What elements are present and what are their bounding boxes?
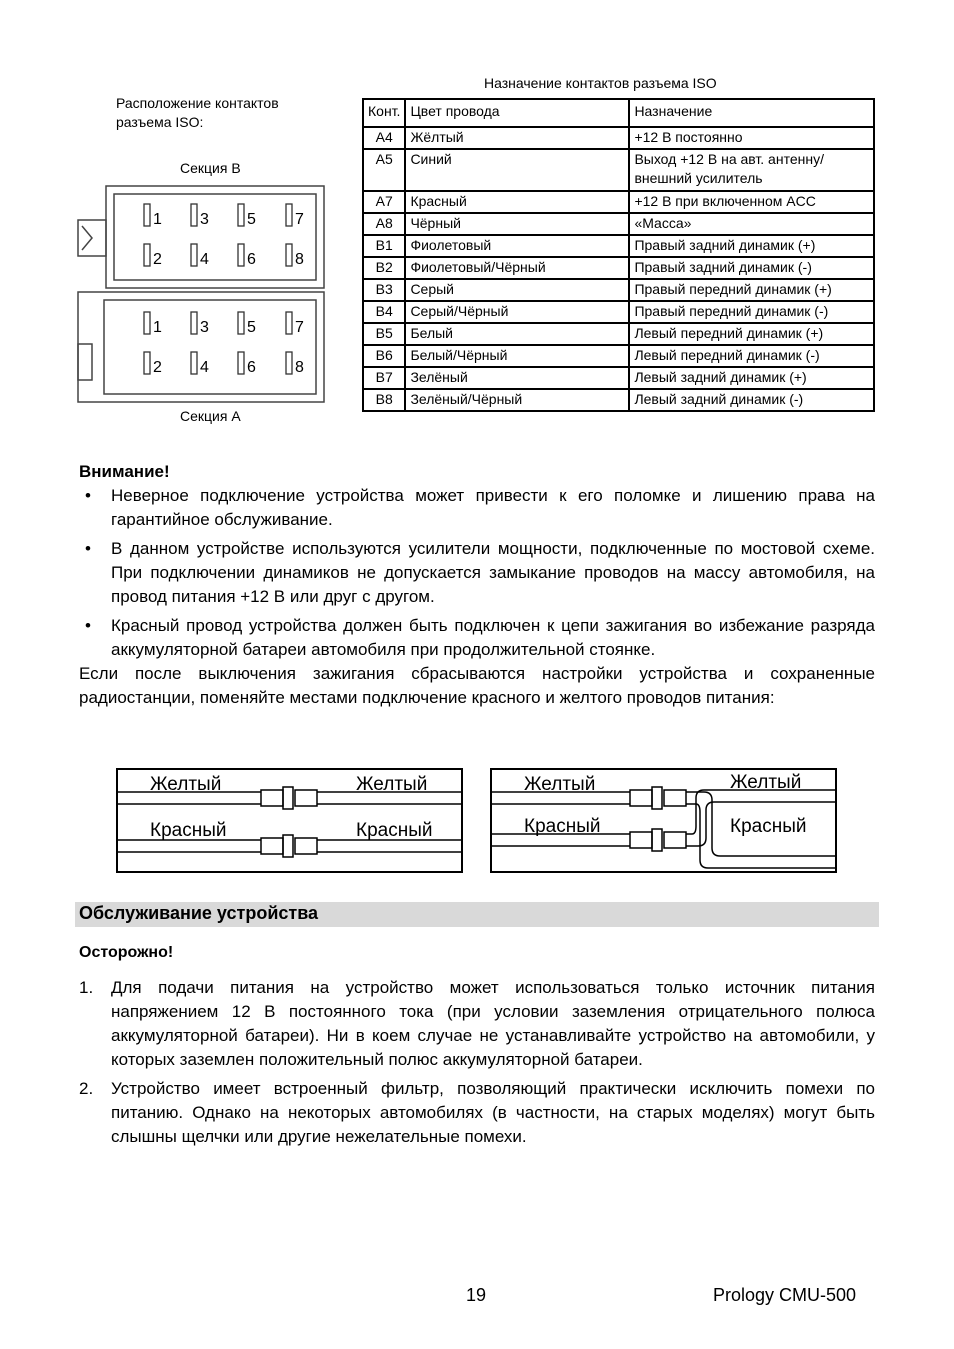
connector-pin xyxy=(144,352,150,374)
pin-cell: B1 xyxy=(363,235,405,257)
pin-number: 2 xyxy=(153,359,162,376)
iso-connector-diagram xyxy=(76,182,328,404)
table-row xyxy=(363,149,874,191)
list-item: • Неверное подключение устройства может привести к его поломке и лишению права на гарантийное обслуживание. xyxy=(85,486,875,529)
wire-color-cell: Чёрный xyxy=(405,213,629,235)
purpose-cell: Левый передний динамик (+) xyxy=(629,323,874,345)
table-header-row xyxy=(363,99,874,127)
wire-color-cell: Серый/Чёрный xyxy=(405,301,629,323)
connector-pin xyxy=(238,312,244,334)
table-row xyxy=(363,301,874,323)
list-item: 2. Устройство имеет встроенный фильтр, позволяющий практически исключить помехи по питанию. Однако на некоторых автомобилях (в частности, на старых моделях) могут быть слышны щелчки или другие нежелательные помехи. xyxy=(79,1079,875,1146)
wiring-diagram-standard xyxy=(116,768,464,874)
purpose-cell: Правый передний динамик (+) xyxy=(629,279,874,301)
swap-wires-paragraph: Если после выключения зажигания сбрасываются настройки устройства и сохраненные радиостанции, поменяйте местами подключение красного и желтого проводов питания: xyxy=(79,664,875,707)
pin-number: 4 xyxy=(200,359,209,376)
maintenance-section-bar xyxy=(75,902,879,927)
pin-cell: B4 xyxy=(363,301,405,323)
yellow-label-left: Желтый xyxy=(524,774,596,795)
red-label-left: Красный xyxy=(524,816,601,837)
connector-pin xyxy=(191,312,197,334)
pin-number: 8 xyxy=(295,359,304,376)
pin-cell: A8 xyxy=(363,213,405,235)
col-header-pin: Конт. xyxy=(363,99,405,127)
table-row xyxy=(363,213,874,235)
table-row xyxy=(363,345,874,367)
pin-cell: B6 xyxy=(363,345,405,367)
pin-number: 6 xyxy=(247,251,256,268)
purpose-cell: Правый задний динамик (-) xyxy=(629,257,874,279)
maintenance-heading: Обслуживание устройства xyxy=(79,903,319,923)
purpose-cell: +12 В постоянно xyxy=(629,127,874,149)
table-row xyxy=(363,235,874,257)
pin-number: 8 xyxy=(295,251,304,268)
purpose-cell: «Масса» xyxy=(629,213,874,235)
attention-list xyxy=(79,484,875,662)
caution-heading: Осторожно! xyxy=(79,944,174,961)
yellow-label-right: Желтый xyxy=(730,772,802,793)
purpose-cell: +12 В при включенном ACC xyxy=(629,191,874,213)
col-header-color: Цвет провода xyxy=(405,99,629,127)
red-label-right: Красный xyxy=(356,820,433,841)
pin-number: 7 xyxy=(295,319,304,336)
wire-color-cell: Белый xyxy=(405,323,629,345)
section-a-label: Секция A xyxy=(180,408,241,424)
pin-number: 2 xyxy=(153,251,162,268)
connector-pin xyxy=(238,352,244,374)
pin-number: 1 xyxy=(153,319,162,336)
section-b-label: Секция B xyxy=(180,160,241,176)
connector-pin xyxy=(238,204,244,226)
pin-cell: B2 xyxy=(363,257,405,279)
purpose-cell: Правый задний динамик (+) xyxy=(629,235,874,257)
pin-cell: B3 xyxy=(363,279,405,301)
maintenance-list xyxy=(79,976,875,1149)
table-row xyxy=(363,191,874,213)
red-label-right: Красный xyxy=(730,816,807,837)
connector-pin xyxy=(286,244,292,266)
wire-color-cell: Белый/Чёрный xyxy=(405,345,629,367)
pin-number: 1 xyxy=(153,211,162,228)
wire-color-cell: Серый xyxy=(405,279,629,301)
pin-cell: B5 xyxy=(363,323,405,345)
purpose-cell: Правый передний динамик (-) xyxy=(629,301,874,323)
purpose-cell: Выход +12 В на авт. антенну/ внешний усилитель xyxy=(629,149,874,191)
iso-table-title: Назначение контактов разъема ISO xyxy=(484,75,717,91)
wire-color-cell: Жёлтый xyxy=(405,127,629,149)
connector-pin xyxy=(144,204,150,226)
pin-cell: B7 xyxy=(363,367,405,389)
wiring-diagram-swapped xyxy=(490,768,838,874)
table-row xyxy=(363,127,874,149)
table-row xyxy=(363,279,874,301)
maintenance-list-block xyxy=(79,976,875,1154)
connector-pin xyxy=(286,352,292,374)
purpose-cell: Левый передний динамик (-) xyxy=(629,345,874,367)
connector-pin xyxy=(286,312,292,334)
list-item: 1. Для подачи питания на устройство может использоваться только источник питания напряжением 12 В постоянного тока (при условии заземления отрицательного полюса аккумуляторной батареи). Ни в коем случае не устанавливайте устройство на автомобили, у которых заземлен положительный полюс аккумуляторной батареи. xyxy=(79,978,875,1069)
table-row xyxy=(363,323,874,345)
page-number: 19 xyxy=(466,1285,487,1305)
list-item: • В данном устройстве используются усилители мощности, подключенные по мостовой схеме. При подключении динамиков не допускается замыкание проводов на массу автомобиля, на провод питания +12 В или друг с другом. xyxy=(85,539,875,606)
wire-color-cell: Фиолетовый/Чёрный xyxy=(405,257,629,279)
connector-pin xyxy=(191,352,197,374)
connector-pin xyxy=(144,312,150,334)
pin-number: 5 xyxy=(247,211,256,228)
attention-block xyxy=(79,460,875,710)
table-row xyxy=(363,257,874,279)
iso-pin-table xyxy=(362,98,875,412)
list-item: • Красный провод устройства должен быть подключен к цепи зажигания во избежание разряда аккумуляторной батареи автомобиля при продолжительной стоянке. xyxy=(85,616,875,659)
attention-heading: Внимание! xyxy=(79,462,170,481)
connector-pin xyxy=(286,204,292,226)
pin-cell: A5 xyxy=(363,149,405,191)
connector-pin xyxy=(191,204,197,226)
col-header-purpose: Назначение xyxy=(629,99,874,127)
pin-cell: A4 xyxy=(363,127,405,149)
model-name: Prology CMU-500 xyxy=(713,1285,857,1305)
connector-layout-title: Расположение контактов разъема ISO: xyxy=(116,95,279,130)
purpose-cell: Левый задний динамик (+) xyxy=(629,367,874,389)
pin-number: 6 xyxy=(247,359,256,376)
pin-number: 3 xyxy=(200,211,209,228)
pin-number: 4 xyxy=(200,251,209,268)
table-row xyxy=(363,367,874,389)
pin-cell: B8 xyxy=(363,389,405,411)
pin-number: 5 xyxy=(247,319,256,336)
yellow-label-right: Желтый xyxy=(356,774,428,795)
wire-color-cell: Синий xyxy=(405,149,629,191)
pin-number: 7 xyxy=(295,211,304,228)
pin-cell: A7 xyxy=(363,191,405,213)
pin-number: 3 xyxy=(200,319,209,336)
wire-color-cell: Зелёный xyxy=(405,367,629,389)
connector-pin xyxy=(144,244,150,266)
table-row xyxy=(363,389,874,411)
wire-color-cell: Фиолетовый xyxy=(405,235,629,257)
yellow-label-left: Желтый xyxy=(150,774,222,795)
connector-pin xyxy=(238,244,244,266)
connector-pin xyxy=(191,244,197,266)
wire-color-cell: Зелёный/Чёрный xyxy=(405,389,629,411)
wire-color-cell: Красный xyxy=(405,191,629,213)
red-label-left: Красный xyxy=(150,820,227,841)
purpose-cell: Левый задний динамик (-) xyxy=(629,389,874,411)
